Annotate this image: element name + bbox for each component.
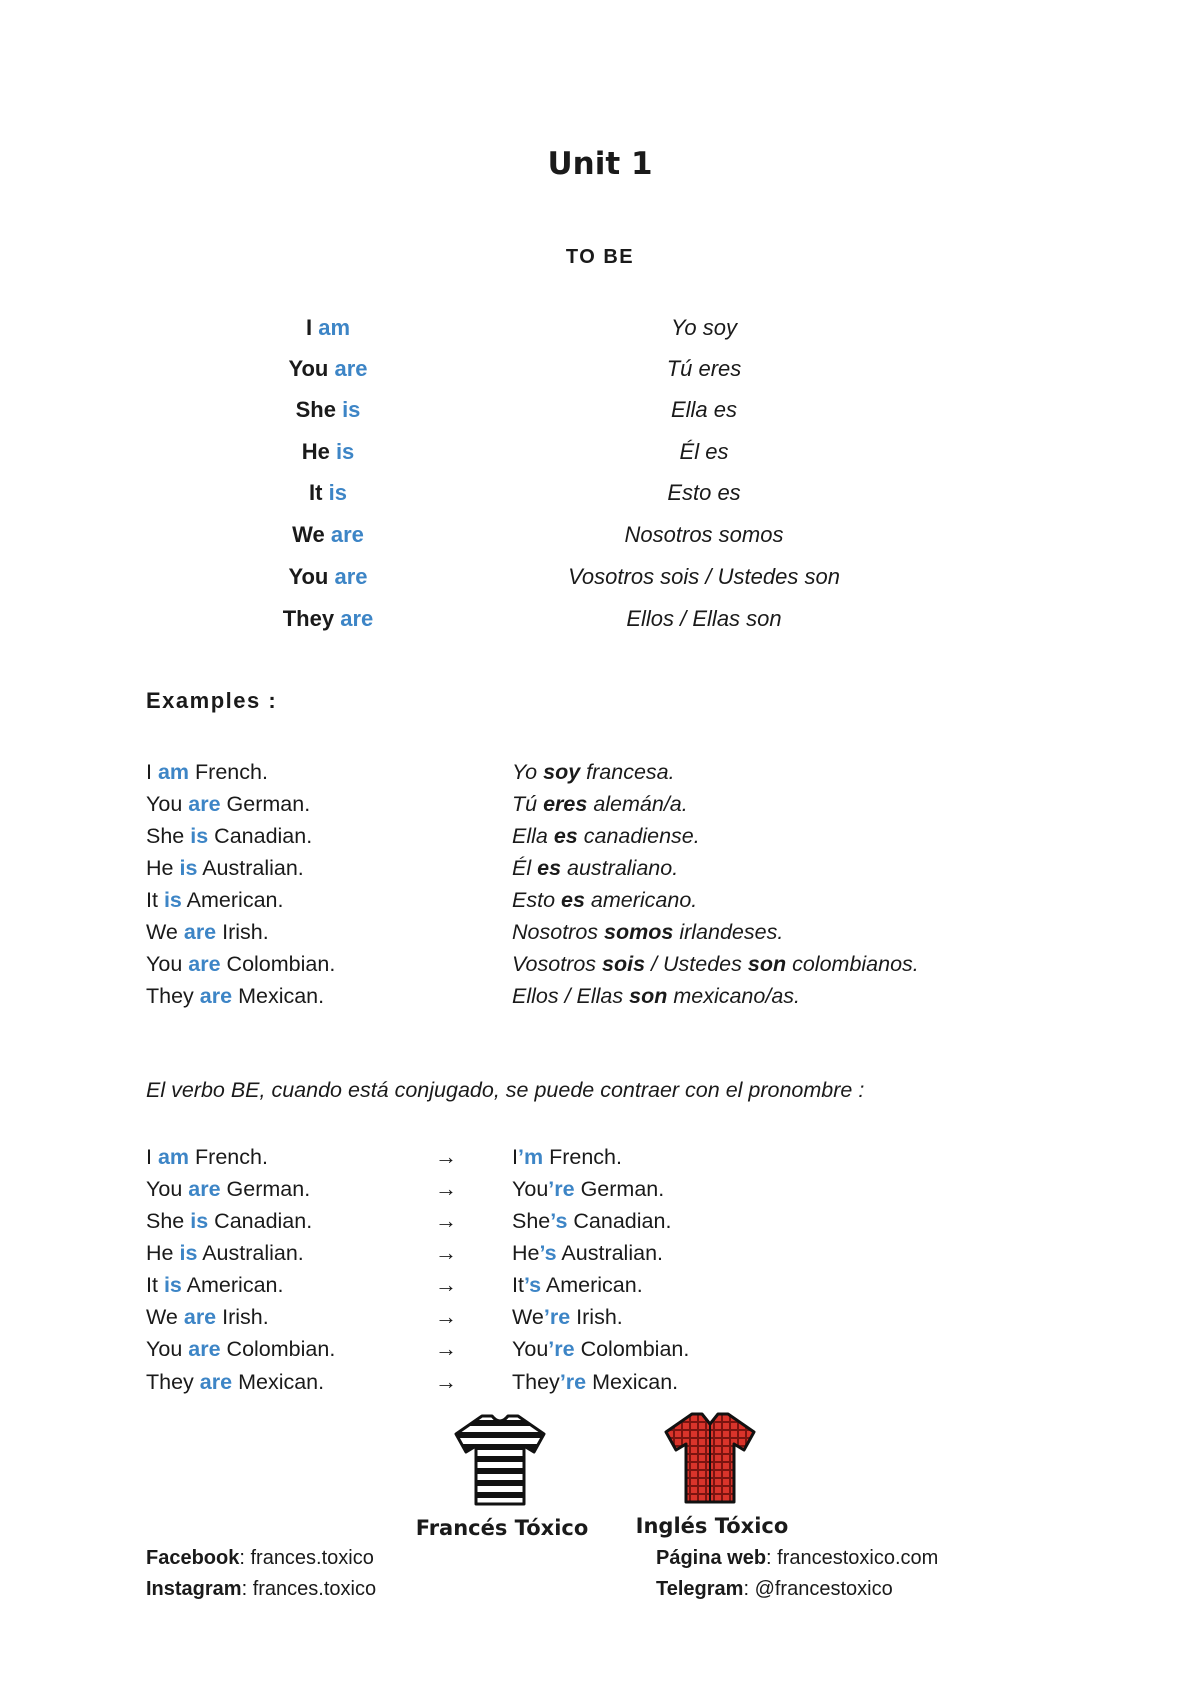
conj-row-es: Tú eres: [666, 356, 742, 381]
es-pronoun: Tú: [512, 792, 538, 816]
verb: are: [334, 564, 368, 589]
example-en: [146, 884, 283, 916]
contracted-verb: ’re: [543, 1305, 571, 1329]
complement: Colombian.: [226, 952, 336, 976]
website-value: : francestoxico.com: [766, 1547, 939, 1569]
verb: are: [183, 1305, 217, 1329]
telegram-line[interactable]: [656, 1575, 893, 1603]
es-verb-alt: son: [747, 952, 787, 976]
pronoun: You: [146, 792, 183, 816]
complement: Colombian.: [580, 1337, 690, 1361]
arrow-icon: →: [435, 1144, 457, 1169]
verb: is: [190, 1209, 209, 1233]
conj-row-en: [178, 599, 478, 639]
example-en: [146, 756, 268, 788]
es-complement: canadiense.: [583, 824, 700, 848]
complement: French.: [549, 1145, 622, 1169]
contracted-verb: ’m: [517, 1145, 544, 1169]
contraction-full: [146, 1173, 310, 1205]
verb: are: [188, 1337, 221, 1361]
complement: Australian.: [202, 1241, 304, 1265]
contraction-full: [146, 1366, 324, 1398]
pronoun: You: [146, 1337, 183, 1361]
striped-shirt-icon: [452, 1412, 548, 1508]
es-verb: sois: [602, 952, 646, 976]
verb: are: [183, 920, 217, 944]
conj-row-es: Nosotros somos: [624, 522, 784, 547]
pronoun: We: [512, 1305, 544, 1329]
complement: Irish.: [222, 920, 269, 944]
complement: Mexican.: [238, 1370, 325, 1394]
pronoun: It: [146, 888, 158, 912]
examples-heading: Examples :: [146, 688, 278, 713]
verb: are: [199, 1370, 233, 1394]
contraction-short: [512, 1333, 689, 1365]
es-pronoun: Nosotros: [512, 920, 599, 944]
es-verb: somos: [604, 920, 674, 944]
example-es: [512, 756, 675, 788]
instagram-line[interactable]: [146, 1575, 376, 1603]
verb: is: [328, 480, 347, 505]
conj-row-es: Esto es: [667, 480, 741, 505]
pronoun: She: [295, 397, 336, 422]
complement: French.: [195, 1145, 268, 1169]
pronoun: It: [146, 1273, 158, 1297]
conj-row-es: Él es: [679, 439, 729, 464]
contraction-short: [512, 1141, 622, 1173]
es-complement: francesa.: [586, 760, 675, 784]
verb: are: [188, 1177, 221, 1201]
complement: German.: [226, 792, 311, 816]
pronoun: You: [512, 1337, 549, 1361]
pronoun: I: [146, 1145, 152, 1169]
conj-row-es: Ellos / Ellas son: [626, 606, 782, 631]
verb: are: [334, 356, 368, 381]
verb: is: [163, 888, 182, 912]
arrow-icon: →: [435, 1304, 457, 1329]
instagram-value: : frances.toxico: [241, 1578, 377, 1600]
arrow-icon: →: [435, 1176, 457, 1201]
es-verb: eres: [543, 792, 588, 816]
pronoun: He: [146, 1241, 174, 1265]
conj-row-en: [178, 473, 478, 513]
verb: is: [335, 439, 355, 464]
complement: Irish.: [576, 1305, 623, 1329]
conj-row-es: Ella es: [670, 397, 738, 422]
telegram-value: : @francestoxico: [743, 1578, 893, 1600]
plaid-shirt-icon: [662, 1410, 758, 1506]
complement: Irish.: [222, 1305, 269, 1329]
facebook-value: : frances.toxico: [239, 1547, 374, 1569]
es-complement: colombianos.: [792, 952, 919, 976]
complement: American.: [186, 1273, 284, 1297]
pronoun: We: [146, 920, 178, 944]
complement: Mexican.: [238, 984, 325, 1008]
es-complement: alemán/a.: [593, 792, 688, 816]
example-en: [146, 820, 312, 852]
pronoun: We: [146, 1305, 178, 1329]
verb: is: [179, 1241, 198, 1265]
pronoun: It: [309, 480, 323, 505]
pronoun: They: [146, 984, 194, 1008]
pronoun: They: [512, 1370, 560, 1394]
contraction-note: El verbo BE, cuando está conjugado, se puede contraer con el pronombre :: [146, 1078, 865, 1102]
arrow-icon: →: [435, 1240, 457, 1265]
conj-row-en: [178, 515, 478, 555]
pronoun: She: [146, 1209, 185, 1233]
contracted-verb: ’re: [548, 1337, 575, 1361]
es-complement: irlandeses.: [679, 920, 784, 944]
complement: German.: [226, 1177, 311, 1201]
example-en: [146, 980, 324, 1012]
pronoun: She: [512, 1209, 551, 1233]
es-pronoun: Vosotros: [512, 952, 597, 976]
es-complement: mexicano/as.: [673, 984, 800, 1008]
verb: are: [330, 522, 364, 547]
example-es: [512, 948, 919, 980]
example-es: [512, 788, 688, 820]
conj-row-en: [178, 349, 478, 389]
contraction-full: [146, 1301, 269, 1333]
complement: French.: [195, 760, 268, 784]
es-verb: es: [537, 856, 562, 880]
website-line[interactable]: [656, 1544, 938, 1572]
contracted-verb: ’s: [523, 1273, 542, 1297]
es-verb: es: [561, 888, 585, 912]
verb: am: [157, 760, 190, 784]
verb: is: [342, 397, 361, 422]
es-complement: americano.: [590, 888, 698, 912]
conj-row-en: [178, 390, 478, 430]
pronoun: He: [146, 856, 174, 880]
example-es: [512, 884, 697, 916]
es-verb: es: [553, 824, 578, 848]
pronoun: You: [288, 564, 329, 589]
es-pronoun: Yo: [512, 760, 538, 784]
pronoun: You: [146, 1177, 183, 1201]
example-es: [512, 916, 783, 948]
pronoun: He: [512, 1241, 540, 1265]
contraction-short: [512, 1205, 671, 1237]
complement: Colombian.: [226, 1337, 336, 1361]
contracted-verb: ’re: [559, 1370, 587, 1394]
conj-row-en: [178, 308, 478, 348]
contraction-full: [146, 1205, 312, 1237]
instagram-label: Instagram: [146, 1578, 242, 1600]
pronoun: I: [146, 760, 152, 784]
verb: is: [190, 824, 209, 848]
arrow-icon: →: [435, 1369, 457, 1394]
contracted-verb: ’s: [539, 1241, 557, 1265]
es-pronoun: Ella: [512, 824, 548, 848]
pronoun: You: [512, 1177, 549, 1201]
facebook-line[interactable]: [146, 1544, 374, 1572]
conj-row-en: [178, 432, 478, 472]
complement: American.: [545, 1273, 643, 1297]
complement: Mexican.: [592, 1370, 679, 1394]
verb: is: [179, 856, 198, 880]
website-label: Página web: [656, 1547, 767, 1569]
contraction-full: [146, 1237, 304, 1269]
verb: is: [163, 1273, 182, 1297]
example-en: [146, 948, 335, 980]
telegram-label: Telegram: [656, 1578, 744, 1600]
pronoun: They: [146, 1370, 194, 1394]
complement: Australian.: [561, 1241, 664, 1265]
arrow-icon: →: [435, 1336, 457, 1361]
contraction-short: [512, 1366, 678, 1398]
verb: are: [340, 606, 374, 631]
pronoun: I: [305, 315, 313, 340]
verb: are: [188, 952, 221, 976]
conj-row-en: [178, 557, 478, 597]
pronoun: It: [512, 1273, 524, 1297]
contraction-full: [146, 1269, 283, 1301]
complement: Canadian.: [573, 1209, 672, 1233]
verb: are: [188, 792, 221, 816]
pronoun: They: [282, 606, 335, 631]
contracted-verb: ’re: [548, 1177, 575, 1201]
page-title: Unit 1: [547, 146, 653, 182]
contraction-full: [146, 1333, 335, 1365]
example-es: [512, 852, 678, 884]
es-pronoun: Ellos / Ellas: [512, 984, 624, 1008]
es-complement: australiano.: [567, 856, 679, 880]
complement: German.: [580, 1177, 665, 1201]
ingles-toxico-label: Inglés Tóxico: [635, 1514, 789, 1538]
pronoun: We: [292, 522, 325, 547]
section-subtitle: TO BE: [565, 246, 635, 268]
verb: am: [318, 315, 351, 340]
pronoun: I: [512, 1145, 518, 1169]
contraction-short: [512, 1173, 664, 1205]
verb: am: [157, 1145, 190, 1169]
example-en: [146, 852, 304, 884]
contracted-verb: ’s: [550, 1209, 568, 1233]
conj-row-es: Vosotros sois / Ustedes son: [568, 564, 840, 589]
es-pronoun-alt: / Ustedes: [651, 952, 742, 976]
verb: are: [199, 984, 233, 1008]
pronoun: You: [146, 952, 183, 976]
contraction-short: [512, 1301, 623, 1333]
conj-row-es: Yo soy: [670, 315, 738, 340]
arrow-icon: →: [435, 1208, 457, 1233]
example-es: [512, 820, 700, 852]
es-pronoun: Esto: [512, 888, 556, 912]
contraction-short: [512, 1269, 643, 1301]
facebook-label: Facebook: [146, 1547, 240, 1569]
complement: American.: [186, 888, 284, 912]
contraction-full: [146, 1141, 268, 1173]
example-es: [512, 980, 800, 1012]
example-en: [146, 788, 310, 820]
pronoun: She: [146, 824, 185, 848]
frances-toxico-label: Francés Tóxico: [415, 1516, 589, 1540]
es-pronoun: Él: [512, 856, 532, 880]
es-verb: son: [629, 984, 668, 1008]
pronoun: He: [301, 439, 330, 464]
es-verb: soy: [543, 760, 581, 784]
contraction-short: [512, 1237, 663, 1269]
example-en: [146, 916, 269, 948]
complement: Australian.: [202, 856, 304, 880]
complement: Canadian.: [214, 824, 313, 848]
arrow-icon: →: [435, 1272, 457, 1297]
pronoun: You: [288, 356, 329, 381]
complement: Canadian.: [214, 1209, 313, 1233]
